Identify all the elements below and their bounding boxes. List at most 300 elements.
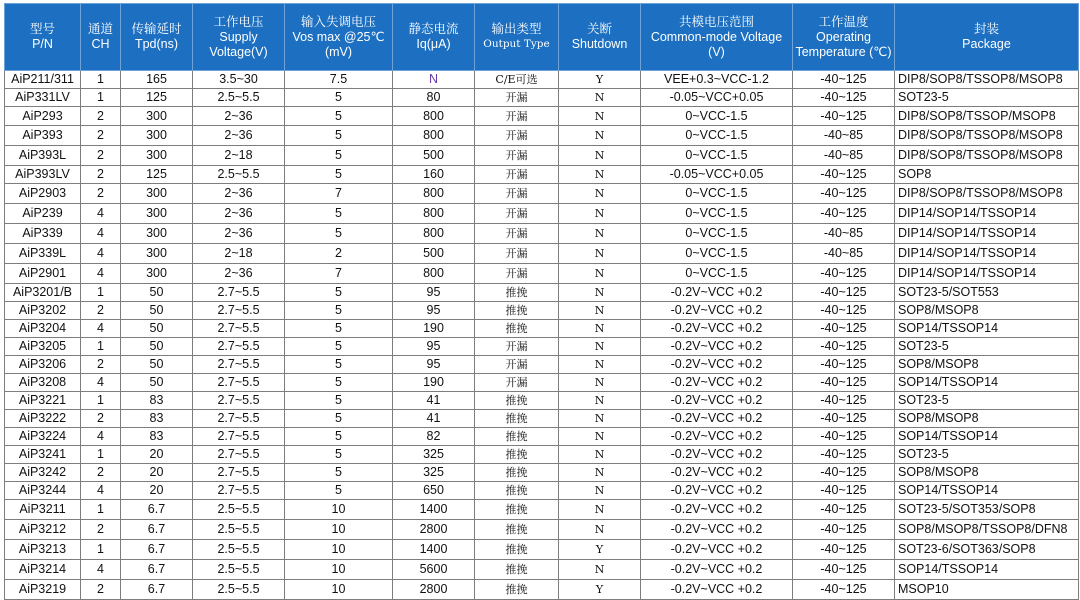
cell-package: SOT23-6/SOT363/SOP8	[895, 540, 1079, 560]
cell-shutdown: N	[559, 204, 641, 224]
cell-output-type: 开漏	[475, 166, 559, 184]
cell-vos: 5	[285, 166, 393, 184]
cell-package: DIP8/SOP8/TSSOP8/MSOP8	[895, 146, 1079, 166]
cell-ch: 1	[81, 284, 121, 302]
cell-vos: 10	[285, 520, 393, 540]
cell-pn: AiP3206	[5, 356, 81, 374]
cell-ch: 1	[81, 392, 121, 410]
cell-ch: 2	[81, 410, 121, 428]
cell-iq: 41	[393, 410, 475, 428]
cell-supply-voltage: 2.5~5.5	[193, 500, 285, 520]
table-row	[5, 146, 1079, 166]
cell-shutdown: N	[559, 107, 641, 126]
cell-pn: AiP3222	[5, 410, 81, 428]
cell-pn: AiP339L	[5, 244, 81, 264]
cell-operating-temperature: -40~125	[793, 302, 895, 320]
cell-vos: 5	[285, 204, 393, 224]
cell-vos: 5	[285, 482, 393, 500]
cell-tpd: 300	[121, 107, 193, 126]
cell-tpd: 300	[121, 184, 193, 204]
cell-vos: 5	[285, 374, 393, 392]
cell-operating-temperature: -40~125	[793, 107, 895, 126]
cell-iq: 1400	[393, 500, 475, 520]
cell-output-type: 开漏	[475, 338, 559, 356]
cell-supply-voltage: 2~18	[193, 244, 285, 264]
cell-package: SOP8/MSOP8/TSSOP8/DFN8	[895, 520, 1079, 540]
cell-package: DIP8/SOP8/TSSOP/MSOP8	[895, 107, 1079, 126]
header-vos-en2: (mV)	[324, 44, 353, 59]
cell-ch: 4	[81, 244, 121, 264]
cell-shutdown: Y	[559, 71, 641, 89]
cell-vos: 5	[285, 428, 393, 446]
table-body	[5, 71, 1079, 600]
cell-operating-temperature: -40~125	[793, 89, 895, 107]
cell-ch: 4	[81, 320, 121, 338]
cell-operating-temperature: -40~125	[793, 560, 895, 580]
table-row	[5, 464, 1079, 482]
cell-operating-temperature: -40~85	[793, 126, 895, 146]
cell-pn: AiP3212	[5, 520, 81, 540]
header-operating-temperature-en2: Temperature (℃)	[795, 44, 892, 59]
header-output-type-cn: 输出类型	[491, 22, 542, 36]
cell-common-mode-voltage: -0.2V~VCC +0.2	[641, 520, 793, 540]
cell-iq: 800	[393, 184, 475, 204]
cell-common-mode-voltage: 0~VCC-1.5	[641, 107, 793, 126]
cell-supply-voltage: 2.5~5.5	[193, 166, 285, 184]
cell-common-mode-voltage: 0~VCC-1.5	[641, 146, 793, 166]
cell-operating-temperature: -40~125	[793, 520, 895, 540]
cell-ch: 2	[81, 356, 121, 374]
cell-shutdown: N	[559, 410, 641, 428]
table-row	[5, 580, 1079, 600]
cell-iq: 160	[393, 166, 475, 184]
cell-vos: 7	[285, 264, 393, 284]
cell-common-mode-voltage: -0.2V~VCC +0.2	[641, 410, 793, 428]
cell-vos: 10	[285, 500, 393, 520]
cell-iq: 500	[393, 146, 475, 166]
cell-package: SOP14/TSSOP14	[895, 374, 1079, 392]
cell-supply-voltage: 3.5~30	[193, 71, 285, 89]
cell-pn: AiP331LV	[5, 89, 81, 107]
cell-iq: 80	[393, 89, 475, 107]
cell-shutdown: N	[559, 520, 641, 540]
cell-iq: 800	[393, 107, 475, 126]
cell-output-type: 推挽	[475, 580, 559, 600]
cell-output-type: 推挽	[475, 560, 559, 580]
cell-package: DIP14/SOP14/TSSOP14	[895, 244, 1079, 264]
cell-tpd: 125	[121, 166, 193, 184]
table-row	[5, 560, 1079, 580]
cell-common-mode-voltage: -0.05~VCC+0.05	[641, 166, 793, 184]
table-row	[5, 520, 1079, 540]
cell-package: SOT23-5	[895, 89, 1079, 107]
cell-vos: 10	[285, 540, 393, 560]
cell-tpd: 50	[121, 302, 193, 320]
cell-iq: 95	[393, 284, 475, 302]
comparator-spec-table-container	[4, 3, 1078, 600]
cell-common-mode-voltage: -0.2V~VCC +0.2	[641, 428, 793, 446]
cell-common-mode-voltage: -0.2V~VCC +0.2	[641, 500, 793, 520]
cell-pn: AiP339	[5, 224, 81, 244]
cell-package: SOP8	[895, 166, 1079, 184]
cell-common-mode-voltage: -0.2V~VCC +0.2	[641, 560, 793, 580]
cell-iq: 2800	[393, 580, 475, 600]
cell-common-mode-voltage: 0~VCC-1.5	[641, 204, 793, 224]
cell-package: SOP14/TSSOP14	[895, 428, 1079, 446]
cell-iq: 325	[393, 464, 475, 482]
cell-vos: 5	[285, 146, 393, 166]
cell-iq: 82	[393, 428, 475, 446]
cell-shutdown: N	[559, 224, 641, 244]
table-row	[5, 284, 1079, 302]
cell-iq: 190	[393, 320, 475, 338]
cell-output-type: 推挽	[475, 520, 559, 540]
cell-package: SOT23-5	[895, 446, 1079, 464]
cell-package: DIP8/SOP8/TSSOP8/MSOP8	[895, 126, 1079, 146]
cell-output-type: 推挽	[475, 284, 559, 302]
cell-tpd: 6.7	[121, 500, 193, 520]
cell-operating-temperature: -40~125	[793, 428, 895, 446]
cell-supply-voltage: 2.5~5.5	[193, 560, 285, 580]
cell-pn: AiP3204	[5, 320, 81, 338]
cell-vos: 5	[285, 302, 393, 320]
cell-common-mode-voltage: -0.2V~VCC +0.2	[641, 374, 793, 392]
table-header	[5, 4, 1079, 71]
cell-iq: 800	[393, 204, 475, 224]
cell-output-type: 开漏	[475, 89, 559, 107]
cell-ch: 4	[81, 264, 121, 284]
cell-package: DIP8/SOP8/TSSOP8/MSOP8	[895, 184, 1079, 204]
cell-package: DIP14/SOP14/TSSOP14	[895, 224, 1079, 244]
cell-supply-voltage: 2.5~5.5	[193, 580, 285, 600]
cell-pn: AiP3242	[5, 464, 81, 482]
header-operating-temperature-en: Operating	[816, 29, 871, 44]
table-row	[5, 244, 1079, 264]
cell-shutdown: N	[559, 126, 641, 146]
cell-pn: AiP3244	[5, 482, 81, 500]
cell-package: SOP8/MSOP8	[895, 464, 1079, 482]
cell-package: SOT23-5/SOT353/SOP8	[895, 500, 1079, 520]
cell-output-type: 开漏	[475, 184, 559, 204]
cell-iq: 95	[393, 356, 475, 374]
cell-shutdown: N	[559, 284, 641, 302]
cell-vos: 5	[285, 356, 393, 374]
cell-ch: 2	[81, 464, 121, 482]
cell-output-type: 推挽	[475, 320, 559, 338]
cell-package: SOP14/TSSOP14	[895, 482, 1079, 500]
cell-output-type: 推挽	[475, 410, 559, 428]
cell-supply-voltage: 2.7~5.5	[193, 284, 285, 302]
table-row	[5, 410, 1079, 428]
table-row	[5, 446, 1079, 464]
cell-common-mode-voltage: -0.2V~VCC +0.2	[641, 580, 793, 600]
header-tpd	[121, 4, 193, 71]
cell-ch: 2	[81, 184, 121, 204]
cell-shutdown: N	[559, 166, 641, 184]
header-pn	[5, 4, 81, 71]
cell-operating-temperature: -40~125	[793, 482, 895, 500]
header-vos-en: Vos max @25℃	[292, 29, 385, 44]
header-package-cn: 封装	[973, 22, 999, 36]
cell-shutdown: N	[559, 338, 641, 356]
cell-tpd: 20	[121, 482, 193, 500]
header-operating-temperature	[793, 4, 895, 71]
cell-operating-temperature: -40~125	[793, 410, 895, 428]
cell-tpd: 83	[121, 392, 193, 410]
cell-package: SOT23-5/SOT553	[895, 284, 1079, 302]
cell-pn: AiP211/311	[5, 71, 81, 89]
header-supply-voltage-cn: 工作电压	[213, 14, 264, 29]
cell-pn: AiP393LV	[5, 166, 81, 184]
cell-shutdown: N	[559, 184, 641, 204]
cell-package: SOP8/MSOP8	[895, 410, 1079, 428]
header-iq-cn: 静态电流	[408, 22, 459, 36]
cell-tpd: 6.7	[121, 580, 193, 600]
cell-operating-temperature: -40~125	[793, 71, 895, 89]
header-tpd-cn: 传输延时	[131, 22, 182, 36]
cell-output-type: 推挽	[475, 392, 559, 410]
table-row	[5, 166, 1079, 184]
cell-package: DIP14/SOP14/TSSOP14	[895, 264, 1079, 284]
cell-common-mode-voltage: 0~VCC-1.5	[641, 264, 793, 284]
header-shutdown-en: Shutdown	[571, 37, 628, 51]
cell-operating-temperature: -40~125	[793, 204, 895, 224]
cell-ch: 2	[81, 580, 121, 600]
cell-operating-temperature: -40~85	[793, 224, 895, 244]
cell-pn: AiP3241	[5, 446, 81, 464]
cell-pn: AiP393	[5, 126, 81, 146]
cell-vos: 5	[285, 284, 393, 302]
header-package	[895, 4, 1079, 71]
cell-package: SOT23-5	[895, 392, 1079, 410]
header-iq	[393, 4, 475, 71]
cell-common-mode-voltage: 0~VCC-1.5	[641, 244, 793, 264]
table-row	[5, 302, 1079, 320]
table-row	[5, 320, 1079, 338]
header-common-mode-voltage-cn: 共模电压范围	[678, 14, 754, 29]
cell-package: SOP14/TSSOP14	[895, 320, 1079, 338]
cell-iq: 1400	[393, 540, 475, 560]
cell-ch: 1	[81, 500, 121, 520]
cell-pn: AiP2901	[5, 264, 81, 284]
cell-vos: 7.5	[285, 71, 393, 89]
cell-iq: 325	[393, 446, 475, 464]
cell-shutdown: N	[559, 146, 641, 166]
cell-supply-voltage: 2~36	[193, 184, 285, 204]
header-ch-cn: 通道	[87, 22, 113, 36]
cell-tpd: 83	[121, 410, 193, 428]
cell-pn: AiP3224	[5, 428, 81, 446]
cell-supply-voltage: 2.5~5.5	[193, 540, 285, 560]
cell-operating-temperature: -40~125	[793, 540, 895, 560]
cell-tpd: 165	[121, 71, 193, 89]
cell-operating-temperature: -40~125	[793, 580, 895, 600]
table-row	[5, 540, 1079, 560]
cell-operating-temperature: -40~125	[793, 500, 895, 520]
cell-operating-temperature: -40~125	[793, 264, 895, 284]
header-iq-en: Iq(μA)	[416, 37, 451, 51]
cell-package: SOT23-5	[895, 338, 1079, 356]
cell-shutdown: N	[559, 446, 641, 464]
cell-operating-temperature: -40~125	[793, 338, 895, 356]
cell-output-type: 推挽	[475, 500, 559, 520]
cell-tpd: 50	[121, 338, 193, 356]
header-ch-en: CH	[91, 37, 110, 51]
cell-supply-voltage: 2.7~5.5	[193, 356, 285, 374]
cell-supply-voltage: 2~36	[193, 224, 285, 244]
cell-vos: 5	[285, 464, 393, 482]
cell-package: SOP14/TSSOP14	[895, 560, 1079, 580]
cell-tpd: 6.7	[121, 520, 193, 540]
cell-pn: AiP3214	[5, 560, 81, 580]
table-row	[5, 338, 1079, 356]
cell-vos: 5	[285, 338, 393, 356]
header-row	[5, 4, 1079, 71]
cell-tpd: 300	[121, 244, 193, 264]
cell-output-type: 推挽	[475, 482, 559, 500]
header-common-mode-voltage	[641, 4, 793, 71]
cell-ch: 2	[81, 107, 121, 126]
cell-tpd: 83	[121, 428, 193, 446]
cell-vos: 5	[285, 320, 393, 338]
cell-shutdown: N	[559, 302, 641, 320]
cell-supply-voltage: 2~36	[193, 264, 285, 284]
cell-tpd: 50	[121, 356, 193, 374]
cell-shutdown: N	[559, 560, 641, 580]
cell-output-type: C/E可选	[475, 71, 559, 89]
header-common-mode-voltage-en: Common-mode Voltage	[650, 29, 783, 44]
cell-pn: AiP3221	[5, 392, 81, 410]
header-output-type-en: Output Type	[483, 38, 550, 50]
cell-operating-temperature: -40~125	[793, 374, 895, 392]
cell-supply-voltage: 2.7~5.5	[193, 392, 285, 410]
cell-output-type: 开漏	[475, 146, 559, 166]
cell-supply-voltage: 2.7~5.5	[193, 428, 285, 446]
cell-tpd: 300	[121, 146, 193, 166]
cell-pn: AiP2903	[5, 184, 81, 204]
cell-supply-voltage: 2.5~5.5	[193, 89, 285, 107]
cell-supply-voltage: 2.7~5.5	[193, 338, 285, 356]
cell-pn: AiP293	[5, 107, 81, 126]
cell-supply-voltage: 2.7~5.5	[193, 482, 285, 500]
cell-vos: 5	[285, 410, 393, 428]
cell-operating-temperature: -40~125	[793, 356, 895, 374]
header-output-type	[475, 4, 559, 71]
cell-supply-voltage: 2~18	[193, 146, 285, 166]
cell-output-type: 推挽	[475, 464, 559, 482]
cell-output-type: 开漏	[475, 244, 559, 264]
cell-ch: 4	[81, 482, 121, 500]
cell-operating-temperature: -40~125	[793, 166, 895, 184]
cell-output-type: 开漏	[475, 374, 559, 392]
cell-pn: AiP3202	[5, 302, 81, 320]
header-vos	[285, 4, 393, 71]
cell-package: DIP14/SOP14/TSSOP14	[895, 204, 1079, 224]
cell-supply-voltage: 2.7~5.5	[193, 410, 285, 428]
cell-ch: 1	[81, 446, 121, 464]
table-row	[5, 356, 1079, 374]
cell-tpd: 300	[121, 264, 193, 284]
cell-ch: 2	[81, 302, 121, 320]
cell-supply-voltage: 2~36	[193, 107, 285, 126]
cell-common-mode-voltage: -0.05~VCC+0.05	[641, 89, 793, 107]
cell-tpd: 20	[121, 446, 193, 464]
cell-supply-voltage: 2.5~5.5	[193, 520, 285, 540]
cell-output-type: 推挽	[475, 302, 559, 320]
cell-output-type: 推挽	[475, 540, 559, 560]
cell-supply-voltage: 2~36	[193, 126, 285, 146]
cell-vos: 5	[285, 392, 393, 410]
cell-pn: AiP3213	[5, 540, 81, 560]
cell-supply-voltage: 2.7~5.5	[193, 374, 285, 392]
cell-ch: 4	[81, 374, 121, 392]
cell-output-type: 开漏	[475, 224, 559, 244]
cell-ch: 4	[81, 224, 121, 244]
cell-iq: 800	[393, 264, 475, 284]
cell-common-mode-voltage: VEE+0.3~VCC-1.2	[641, 71, 793, 89]
cell-output-type: 开漏	[475, 356, 559, 374]
cell-tpd: 125	[121, 89, 193, 107]
cell-package: SOP8/MSOP8	[895, 302, 1079, 320]
header-shutdown	[559, 4, 641, 71]
cell-pn: AiP3219	[5, 580, 81, 600]
header-supply-voltage	[193, 4, 285, 71]
cell-common-mode-voltage: 0~VCC-1.5	[641, 126, 793, 146]
cell-shutdown: Y	[559, 540, 641, 560]
cell-ch: 2	[81, 520, 121, 540]
cell-pn: AiP3205	[5, 338, 81, 356]
header-tpd-en: Tpd(ns)	[134, 37, 179, 51]
cell-ch: 2	[81, 126, 121, 146]
cell-shutdown: N	[559, 356, 641, 374]
cell-shutdown: N	[559, 428, 641, 446]
cell-operating-temperature: -40~125	[793, 392, 895, 410]
cell-tpd: 300	[121, 224, 193, 244]
cell-output-type: 开漏	[475, 204, 559, 224]
cell-ch: 2	[81, 166, 121, 184]
cell-iq: 95	[393, 302, 475, 320]
cell-iq: 800	[393, 224, 475, 244]
cell-ch: 1	[81, 540, 121, 560]
cell-shutdown: N	[559, 482, 641, 500]
cell-ch: 1	[81, 89, 121, 107]
table-row	[5, 482, 1079, 500]
cell-operating-temperature: -40~125	[793, 320, 895, 338]
cell-shutdown: N	[559, 374, 641, 392]
cell-pn: AiP3208	[5, 374, 81, 392]
cell-common-mode-voltage: -0.2V~VCC +0.2	[641, 446, 793, 464]
cell-package: SOP8/MSOP8	[895, 356, 1079, 374]
cell-shutdown: N	[559, 392, 641, 410]
cell-common-mode-voltage: -0.2V~VCC +0.2	[641, 356, 793, 374]
cell-shutdown: N	[559, 244, 641, 264]
cell-iq: 190	[393, 374, 475, 392]
cell-shutdown: Y	[559, 580, 641, 600]
cell-output-type: 开漏	[475, 126, 559, 146]
cell-pn: AiP239	[5, 204, 81, 224]
cell-iq: 650	[393, 482, 475, 500]
cell-output-type: 推挽	[475, 446, 559, 464]
cell-package: DIP8/SOP8/TSSOP8/MSOP8	[895, 71, 1079, 89]
header-vos-cn: 输入失调电压	[300, 14, 376, 29]
cell-pn: AiP3201/B	[5, 284, 81, 302]
header-ch	[81, 4, 121, 71]
cell-vos: 10	[285, 580, 393, 600]
cell-operating-temperature: -40~125	[793, 284, 895, 302]
cell-ch: 1	[81, 71, 121, 89]
cell-ch: 4	[81, 204, 121, 224]
table-row	[5, 107, 1079, 126]
